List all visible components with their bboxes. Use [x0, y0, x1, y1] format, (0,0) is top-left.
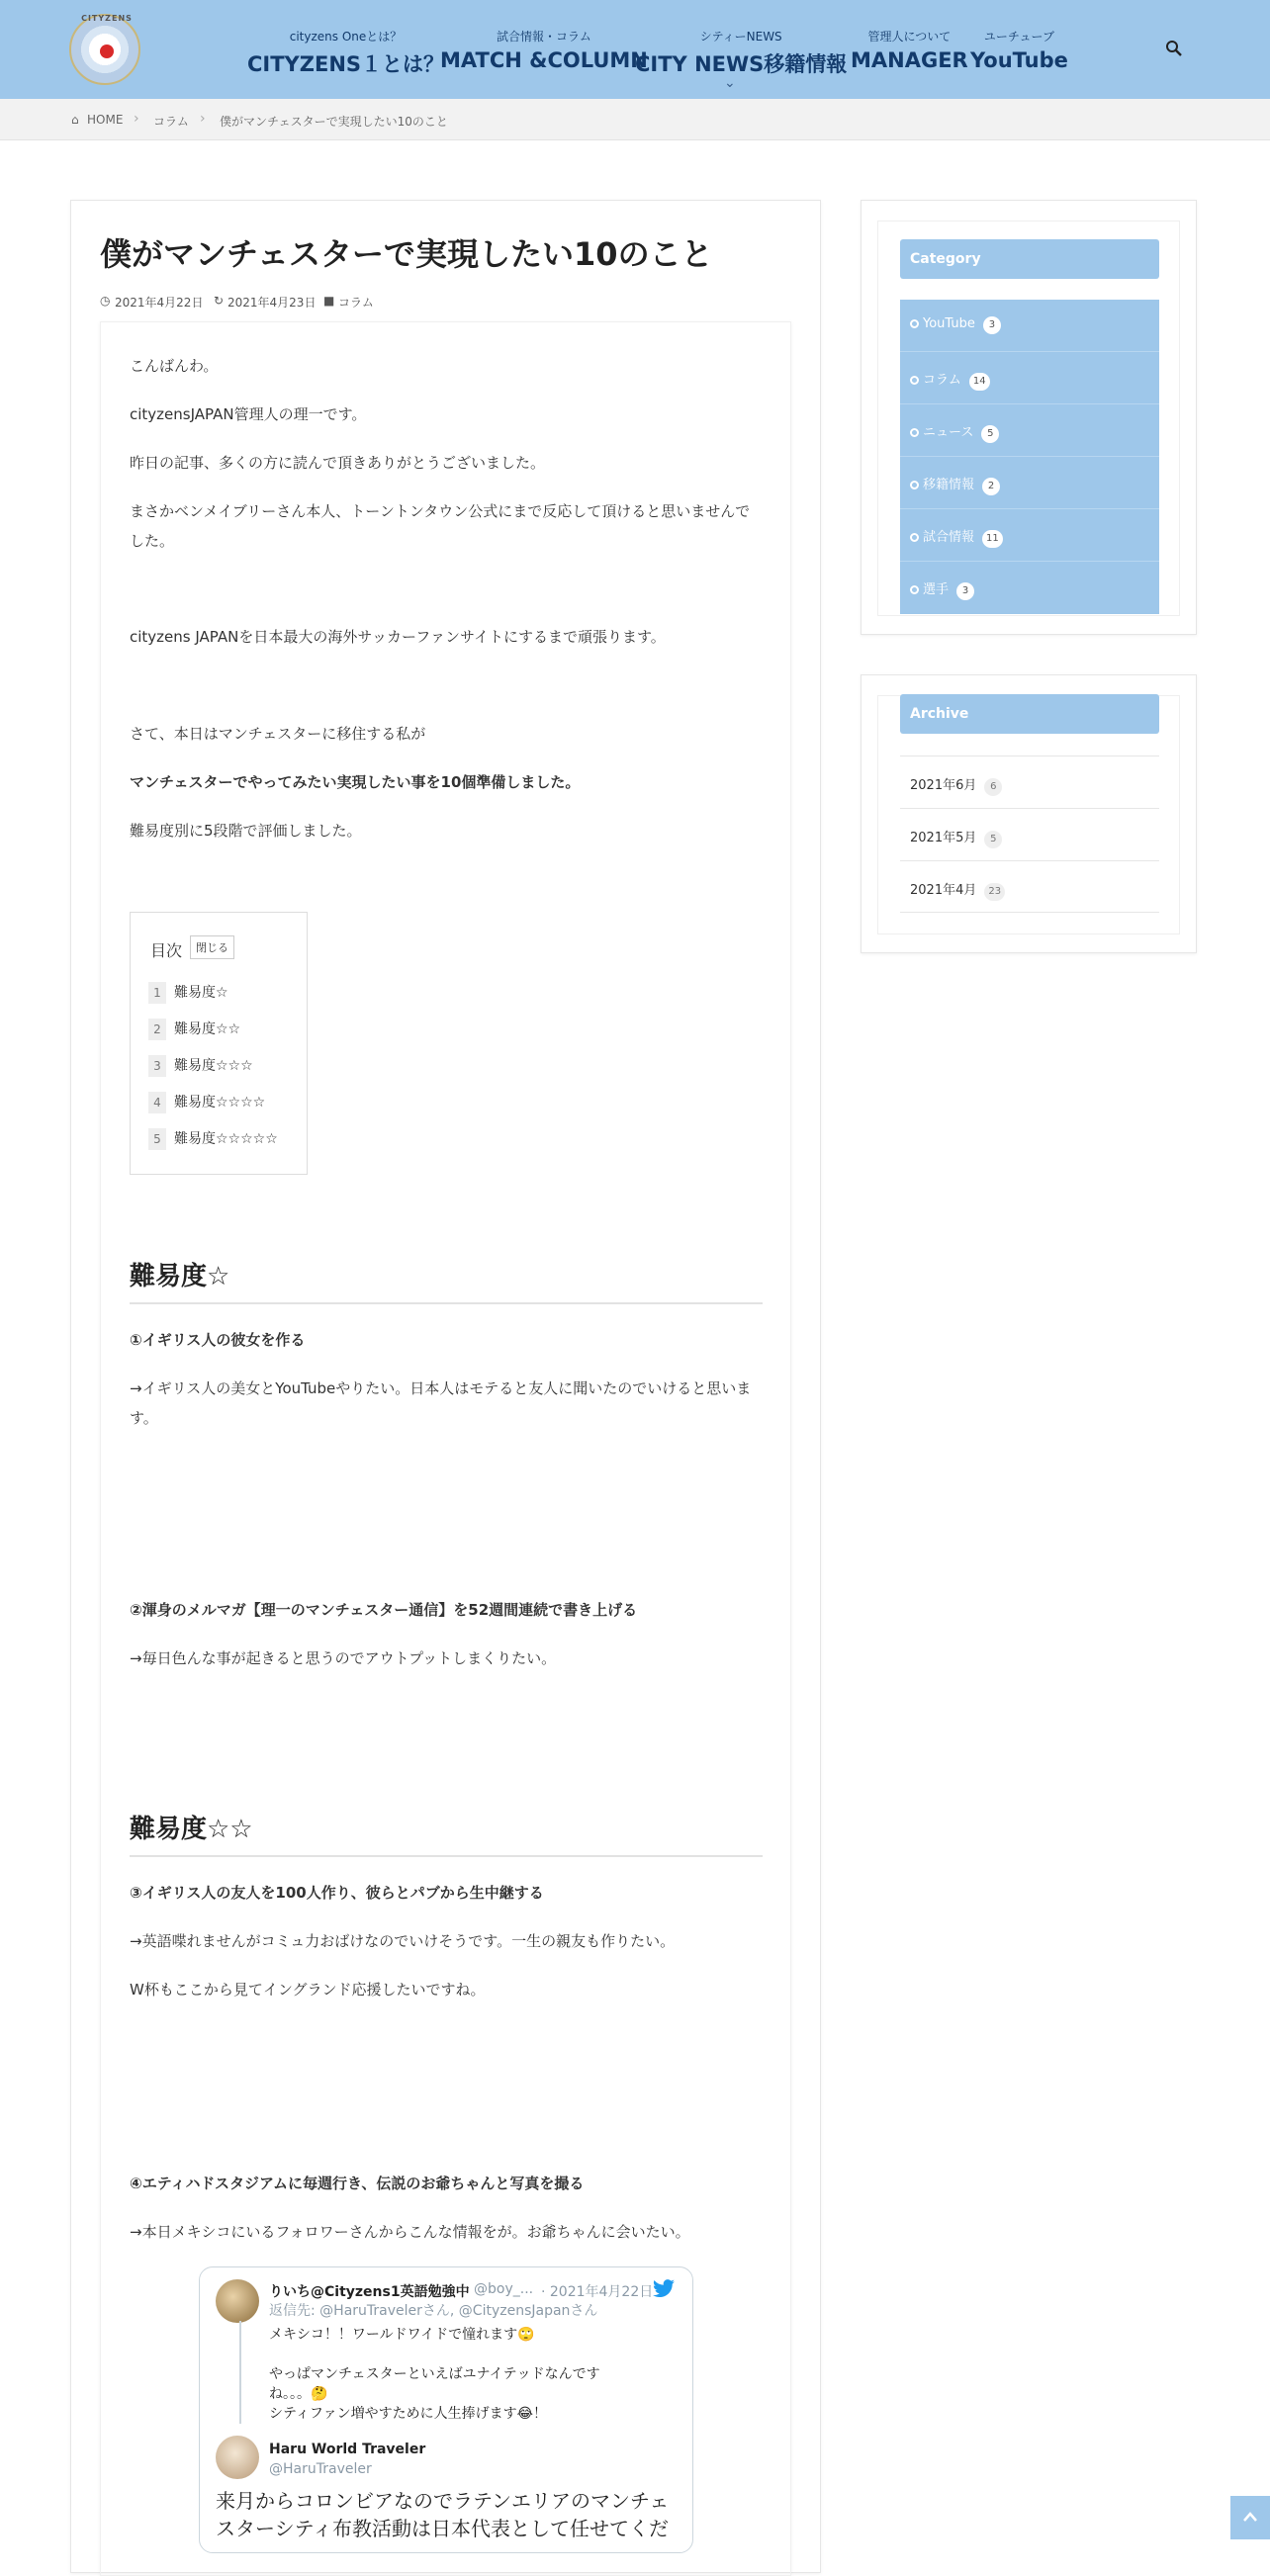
nav-main-label: CITYZENS１とは？ — [247, 52, 445, 76]
toc-close-button[interactable]: 閉じる — [190, 935, 234, 959]
home-icon[interactable]: ⌂ — [71, 113, 79, 127]
tweet-user-name[interactable]: Haru World Traveler — [269, 2442, 426, 2457]
bullet-icon — [910, 481, 919, 489]
nav-item-youtube[interactable] — [970, 28, 1068, 72]
back-to-top-button[interactable] — [1230, 2496, 1270, 2539]
count-badge: 6 — [984, 778, 1002, 796]
count-badge: 23 — [984, 883, 1005, 901]
refresh-icon: ↻ — [214, 294, 225, 308]
breadcrumb-separator: › — [200, 111, 206, 127]
paragraph: cityzensJAPAN管理人の理一です。 — [130, 405, 367, 423]
sidebar-item-matches[interactable] — [900, 509, 1159, 562]
chevron-down-icon[interactable]: ⌄ — [724, 75, 736, 91]
count-badge: 2 — [982, 478, 1000, 495]
sidebar-item-column[interactable] — [900, 352, 1159, 404]
tweet-user-name[interactable]: りいち@Cityzens1英語勉強中 — [269, 2284, 470, 2300]
item-title: ①イギリス人の彼女を作る — [130, 1331, 306, 1349]
section-heading: 難易度☆☆ — [130, 1809, 763, 1857]
embedded-tweet[interactable] — [199, 2266, 693, 2553]
nav-sub-label: 試合情報・コラム — [497, 30, 591, 44]
tweet-reply-to: 返信先: @HaruTravelerさん, @CityzensJapanさん — [269, 2303, 598, 2319]
paragraph: cityzens JAPANを日本最大の海外サッカーファンサイトにするまで頑張ります。 — [130, 628, 666, 646]
tweet-date[interactable]: · 2021年4月22日 — [541, 2284, 654, 2300]
thread-line — [239, 2321, 241, 2424]
article-title: 僕がマンチェスターで実現したい10のこと — [100, 235, 713, 273]
toc-item-label: 難易度☆ — [174, 985, 228, 1001]
nav-sub-label: シティーNEWS — [699, 30, 782, 44]
paragraph: 昨日の記事、多くの方に読んで頂きありがとうございました。 — [130, 454, 546, 472]
paragraph: まさかベンメイブリーさん本人、トーントンタウン公式にまで反応して頂けると思いませんでした。 — [130, 502, 751, 550]
archive-label: 2021年5月 — [910, 831, 977, 845]
site-header — [0, 0, 1270, 99]
search-icon[interactable] — [1165, 40, 1183, 57]
twitter-bird-icon[interactable] — [652, 2279, 676, 2299]
nav-sub-label: 管理人について — [867, 30, 952, 44]
category-label: YouTube — [923, 316, 975, 331]
nav-main-label: MATCH &COLUMN — [440, 48, 648, 72]
toc-title: 目次 — [150, 941, 183, 960]
nav-sub-label: ユーチューブ — [983, 30, 1054, 44]
toc-item-label: 難易度☆☆☆ — [174, 1058, 253, 1074]
sidebar-item-news[interactable] — [900, 404, 1159, 457]
toc-item-number: 2 — [148, 1019, 166, 1040]
category-label: 選手 — [923, 582, 950, 597]
paragraph: 難易度別に5段階で評価しました。 — [130, 822, 362, 840]
nav-main-label: CITY NEWS移籍情報 — [635, 52, 848, 76]
nav-main-label: MANAGER — [851, 48, 968, 72]
sidebar-item-transfers[interactable] — [900, 457, 1159, 509]
tweet-text-line: メキシコ！！ワールドワイドで憧れます🙄 — [269, 2327, 535, 2343]
toc-item-label: 難易度☆☆☆☆☆ — [174, 1131, 278, 1147]
folder-icon: ■ — [323, 294, 335, 308]
nav-item-manager[interactable] — [851, 28, 968, 72]
paragraph: こんばんわ。 — [130, 357, 219, 375]
bullet-icon — [910, 428, 919, 437]
category-list — [900, 300, 1159, 614]
archive-item[interactable] — [900, 755, 1159, 808]
section-heading: 難易度☆ — [130, 1256, 763, 1304]
count-badge: 3 — [983, 316, 1001, 334]
toc-item-number: 4 — [148, 1092, 166, 1113]
item-text: →本日メキシコにいるフォロワーさんからこんな情報をが。お爺ちゃんに会いたい。 — [130, 2223, 690, 2241]
sidebar-category-title: Category — [900, 239, 1159, 279]
toc-item[interactable] — [148, 1128, 278, 1150]
breadcrumb — [0, 99, 1270, 140]
category-label: 試合情報 — [923, 530, 975, 545]
toc-item-label: 難易度☆☆☆☆ — [174, 1095, 266, 1110]
toc-item-label: 難易度☆☆ — [174, 1022, 241, 1037]
bullet-icon — [910, 533, 919, 542]
toc-item-number: 5 — [148, 1128, 166, 1150]
tweet-body: 来月からコロンビアなのでラテンエリアのマンチェスターシティ布教活動は日本代表として任せてくだ — [216, 2489, 670, 2540]
tweet-text-line: ね。。。🤔 — [269, 2386, 328, 2402]
archive-item[interactable] — [900, 808, 1159, 860]
toc-item[interactable] — [148, 1092, 265, 1113]
bullet-icon — [910, 585, 919, 594]
sidebar-archive-title: Archive — [900, 694, 1159, 734]
table-of-contents — [130, 912, 308, 1175]
nav-item-match-column[interactable] — [440, 28, 648, 72]
article-category[interactable]: コラム — [338, 296, 374, 310]
count-badge: 14 — [969, 373, 990, 391]
category-label: ニュース — [923, 425, 974, 440]
item-title: ③イギリス人の友人を100人作り、彼らとパブから生中継する — [130, 1884, 544, 1902]
sidebar-item-youtube[interactable] — [900, 300, 1159, 352]
chevron-up-icon — [1242, 2511, 1258, 2523]
category-label: 移籍情報 — [923, 478, 975, 492]
tweet-user-handle[interactable]: @boy_... — [474, 2281, 534, 2297]
logo-arc-text: CITYZENS — [81, 14, 133, 23]
paragraph: さて、本日はマンチェスターに移住する私が — [130, 725, 426, 743]
tweet-text-line: やっぱマンチェスターといえばユナイテッドなんです — [269, 2366, 600, 2382]
updated-date: 2021年4月23日 — [227, 296, 317, 310]
toc-item[interactable] — [148, 1019, 240, 1040]
item-text: →毎日色んな事が起きると思うのでアウトプットしまくりたい。 — [130, 1649, 557, 1667]
toc-item[interactable] — [148, 982, 228, 1004]
clock-icon: ◷ — [100, 294, 111, 308]
published-date: 2021年4月22日 — [115, 296, 204, 310]
bullet-icon — [910, 376, 919, 385]
item-text: →英語喋れませんがコミュ力おばけなのでいけそうです。一生の親友も作りたい。 — [130, 1932, 676, 1950]
archive-label: 2021年4月 — [910, 883, 977, 898]
count-badge: 11 — [982, 530, 1003, 548]
nav-item-city-news[interactable] — [635, 28, 847, 78]
toc-item[interactable] — [148, 1055, 253, 1077]
breadcrumb-column[interactable]: コラム — [153, 115, 189, 129]
item-title: ②渾身のメルマガ【理一のマンチェスター通信】を52週間連続で書き上げる — [130, 1601, 638, 1619]
breadcrumb-home[interactable]: HOME — [87, 113, 124, 127]
nav-item-about[interactable] — [247, 28, 444, 78]
breadcrumb-separator: › — [134, 111, 139, 127]
archive-item[interactable] — [900, 860, 1159, 913]
logo-dot — [100, 44, 114, 58]
item-text: →イギリス人の美女とYouTubeやりたい。日本人はモテると友人に聞いたのでいけると思います。 — [130, 1379, 752, 1427]
count-badge: 5 — [984, 831, 1002, 848]
nav-main-label: YouTube — [970, 48, 1068, 72]
site-logo[interactable] — [69, 14, 140, 85]
item-text: W杯もここから見てイングランド応援したいですね。 — [130, 1981, 486, 1999]
tweet-text-line: シティファン増やすために人生捧げます😂！ — [269, 2406, 547, 2422]
breadcrumb-current: 僕がマンチェスターで実現したい10のこと — [220, 115, 448, 129]
paragraph-bold: マンチェスターでやってみたい実現したい事を10個準備しました。 — [130, 773, 581, 791]
count-badge: 3 — [956, 582, 974, 600]
bullet-icon — [910, 319, 919, 328]
item-title: ④エティハドスタジアムに毎週行き、伝説のお爺ちゃんと写真を撮る — [130, 2175, 585, 2192]
avatar[interactable] — [216, 2279, 259, 2323]
count-badge: 5 — [981, 425, 999, 443]
archive-label: 2021年6月 — [910, 778, 977, 793]
nav-sub-label: cityzens Oneとは？ — [289, 30, 403, 44]
avatar[interactable] — [216, 2436, 259, 2479]
sidebar-item-players[interactable] — [900, 562, 1159, 614]
toc-item-number: 3 — [148, 1055, 166, 1077]
toc-item-number: 1 — [148, 982, 166, 1004]
tweet-user-handle[interactable]: @HaruTraveler — [269, 2461, 372, 2477]
category-label: コラム — [923, 373, 961, 388]
